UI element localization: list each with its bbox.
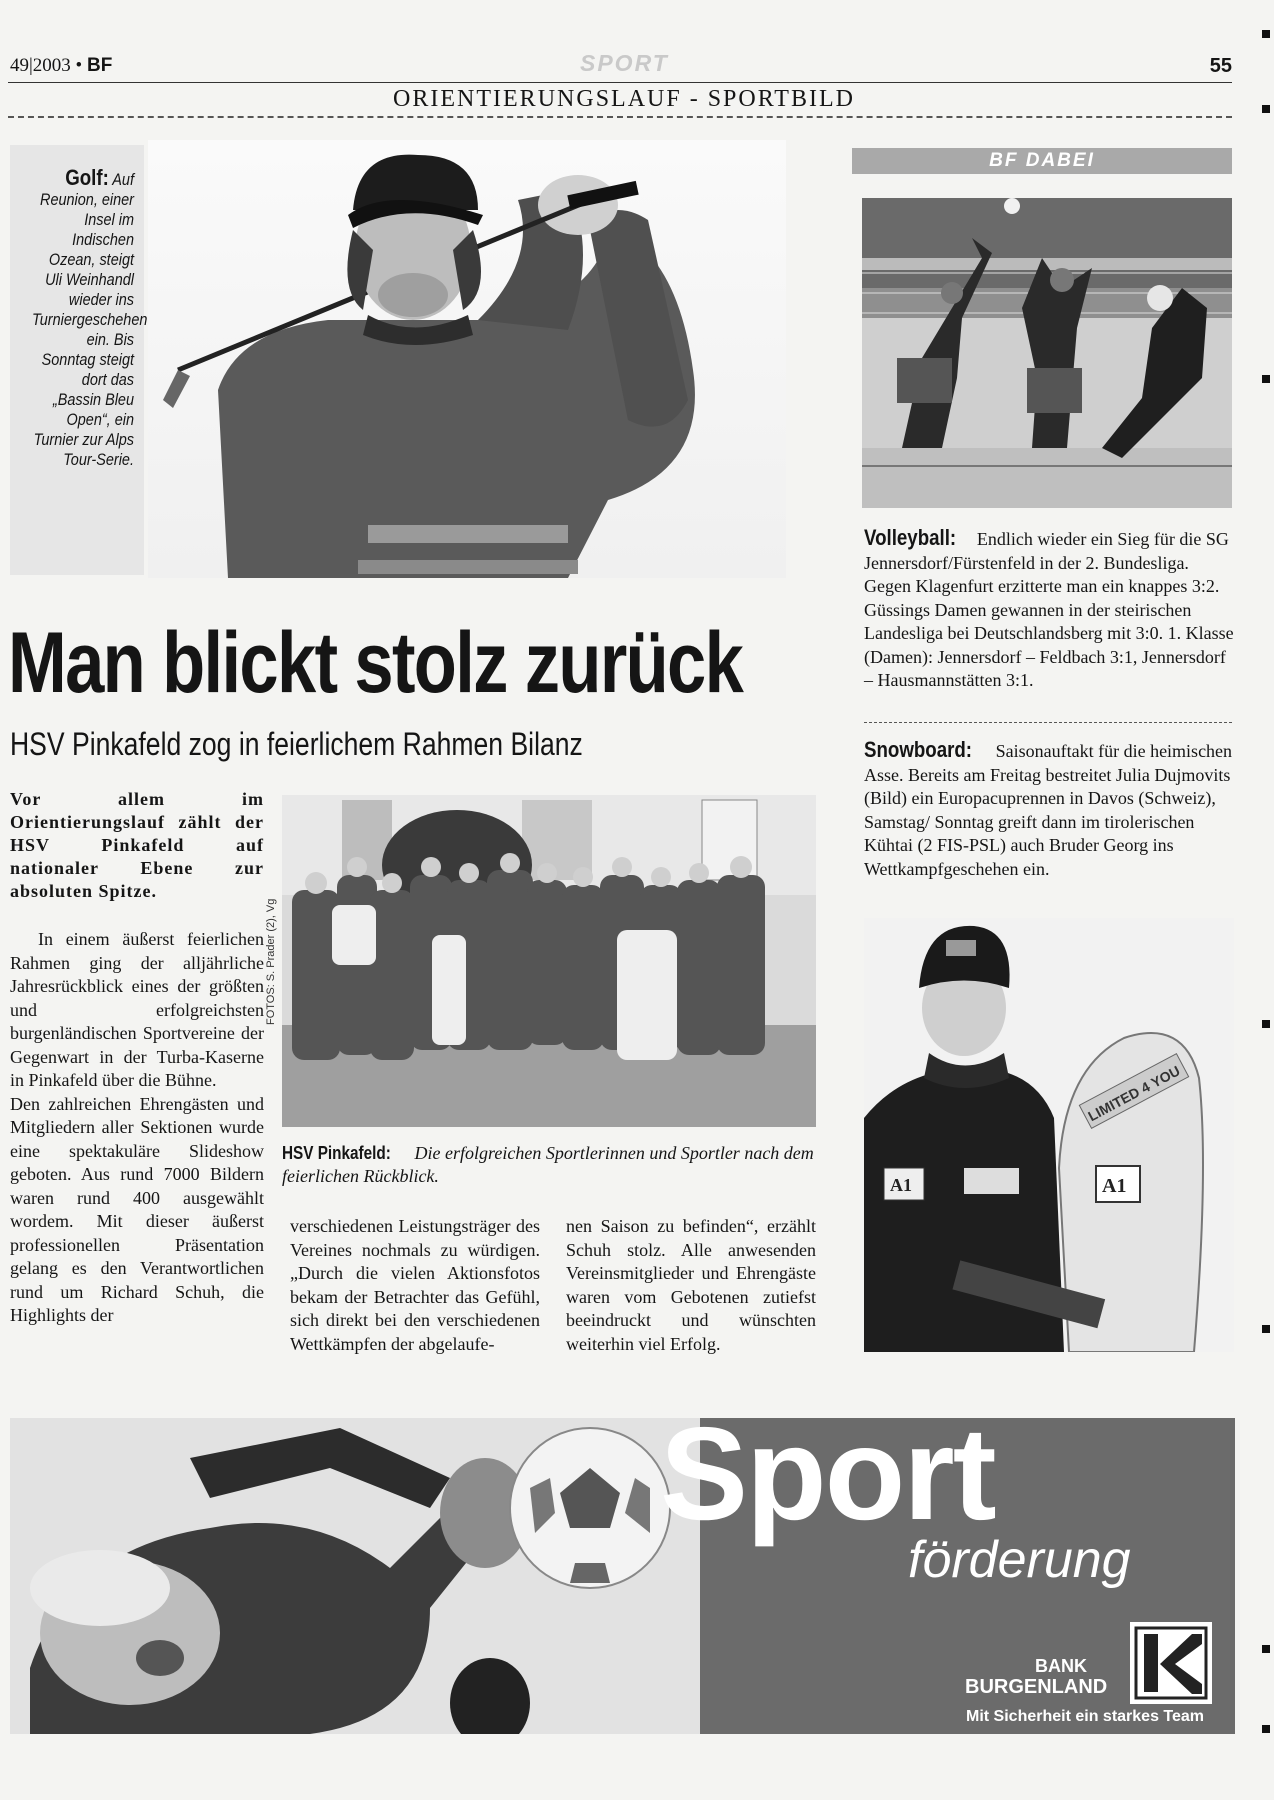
section-title: SPORT <box>580 50 669 76</box>
ad-title: Sport <box>660 1400 995 1547</box>
bank-name-line-1: BANK <box>1035 1656 1087 1676</box>
board-sponsor: A1 <box>1102 1175 1127 1197</box>
margin-mark <box>1262 30 1270 38</box>
snowboarder-illustration <box>864 918 1234 1352</box>
article-headline: Man blickt stolz zurück <box>8 615 743 711</box>
golf-caption <box>32 165 148 470</box>
article-column-1 <box>10 928 264 1328</box>
snowboard-photo <box>864 918 1234 1352</box>
margin-mark <box>1262 1325 1270 1333</box>
article-paragraph-1: In einem äußerst feierlichen Rahmen ging der alljährliche Jahresrückblick eines der größten und erfolgreichsten burgenländischen Sportvereine der Gegenwart in der Turba-Kaserne in Pinkafeld über die Bühne. <box>10 929 264 1090</box>
golf-photo <box>148 140 786 578</box>
ad-subtitle: förderung <box>908 1531 1131 1589</box>
header-divider <box>8 116 1232 118</box>
header-rule <box>8 82 1232 83</box>
brand-label: BF <box>86 55 113 76</box>
article-lead: Vor allem im Orientierungslauf zählt der HSV Pinkafeld auf nationaler Ebene zur absoluten Spitze. <box>10 789 264 901</box>
group-photo-caption <box>282 1142 822 1188</box>
article-column-3: nen Saison zu befinden“, erzählt Schuh stolz. Alle anwesenden Vereinsmitglieder und Ehrengäste waren vom Gebotenen zutiefst beeindruckt und wünschten weiterhin viel Erfolg. <box>566 1216 816 1354</box>
margin-mark <box>1262 1725 1270 1733</box>
bank-name-line-2: BURGENLAND <box>965 1676 1108 1698</box>
volleyball-text: Endlich wieder ein Sieg für die SG Jennersdorf/Fürstenfeld in der 2. Bundesliga. Gegen Klagenfurt erzitterte man ein knappes 3:2. Güssings Damen gewannen in der steirischen Landesliga bei Deutschlandsberg mit 3:0. 1. Klasse (Damen): Jennersdorf – Feldbach 3:1, Jennersdorf – Hausmannstätten 3:1. <box>864 529 1234 690</box>
volleyball-item <box>864 526 1234 693</box>
margin-mark <box>1262 1020 1270 1028</box>
article-subheadline: HSV Pinkafeld zog in feierlichem Rahmen Bilanz <box>10 726 583 762</box>
bf-dabei-banner: BF DABEI <box>852 148 1232 174</box>
jacket-sponsor: A1 <box>890 1175 912 1195</box>
margin-mark <box>1262 105 1270 113</box>
margin-mark <box>1262 1645 1270 1653</box>
golf-caption-label: Golf: <box>65 165 109 190</box>
page-subtitle: ORIENTIERUNGSLAUF - SPORTBILD <box>393 86 855 112</box>
group-illustration <box>282 795 816 1127</box>
group-caption-label: HSV Pinkafeld: <box>282 1143 391 1163</box>
group-caption-text: Die erfolgreichen Sportlerinnen und Sportler nach dem feierlichen Rückblick. <box>282 1143 814 1186</box>
snowboard-text: Saisonauftakt für die heimischen Asse. Bereits am Freitag bestreitet Julia Dujmovits (Bild) ein Europacuprennen in Davos (Schweiz), Samstag/ Sonntag greift dann im tirolerischen Kühtai (2 FIS-PSL) auch Bruder Georg ins Wettkampfgeschehen ein. <box>864 741 1233 879</box>
issue-number: 49|2003 • <box>10 55 83 76</box>
golf-caption-text: Auf Reunion, einer Insel im Indischen Ozean, steigt Uli Weinhandl wieder ins Turniergeschehen ein. Bis Sonntag steigt dort das „Bassin Bleu Open“, ein Turnier zur Alps Tour-Serie. <box>32 170 148 469</box>
golfer-illustration <box>148 140 786 578</box>
photo-credit: FOTOS: S. Prader (2), Vg <box>265 898 277 1025</box>
page-number: 55 <box>1209 55 1232 77</box>
volleyball-label: Volleyball: <box>864 525 957 550</box>
snowboard-item <box>864 738 1234 881</box>
right-column-divider <box>864 722 1232 723</box>
issue-info <box>10 55 112 77</box>
board-text: LIMITED 4 YOU <box>1085 1062 1183 1125</box>
article-column-2: verschiedenen Leistungsträger des Vereines nochmals zu würdigen. „Durch die vielen Aktionsfotos bekam der Betrachter das Gefühl, sich direkt bei den verschiedenen Wettkämpfen der abgelaufe- <box>290 1216 540 1354</box>
ad-slogan: Mit Sicherheit ein starkes Team <box>966 1708 1205 1725</box>
group-photo <box>282 795 816 1127</box>
margin-mark <box>1262 375 1270 383</box>
snowboard-label: Snowboard: <box>864 737 973 762</box>
volleyball-photo <box>862 198 1232 508</box>
bank-k-icon <box>1130 1622 1212 1704</box>
article-paragraph-2: Den zahlreichen Ehrengästen und Mitgliedern aller Sektionen wurde eine spektakuläre Slideshow geboten. Aus rund 7000 Bildern waren rund 400 ausgewählt wordem. Mit dieser äußerst professionellen Präsentation gelang es den Verantwortlichen rund um Richard Schuh, die Highlights der <box>10 1093 264 1325</box>
bank-logo-icon <box>1130 1622 1212 1704</box>
volleyball-illustration <box>862 198 1232 508</box>
